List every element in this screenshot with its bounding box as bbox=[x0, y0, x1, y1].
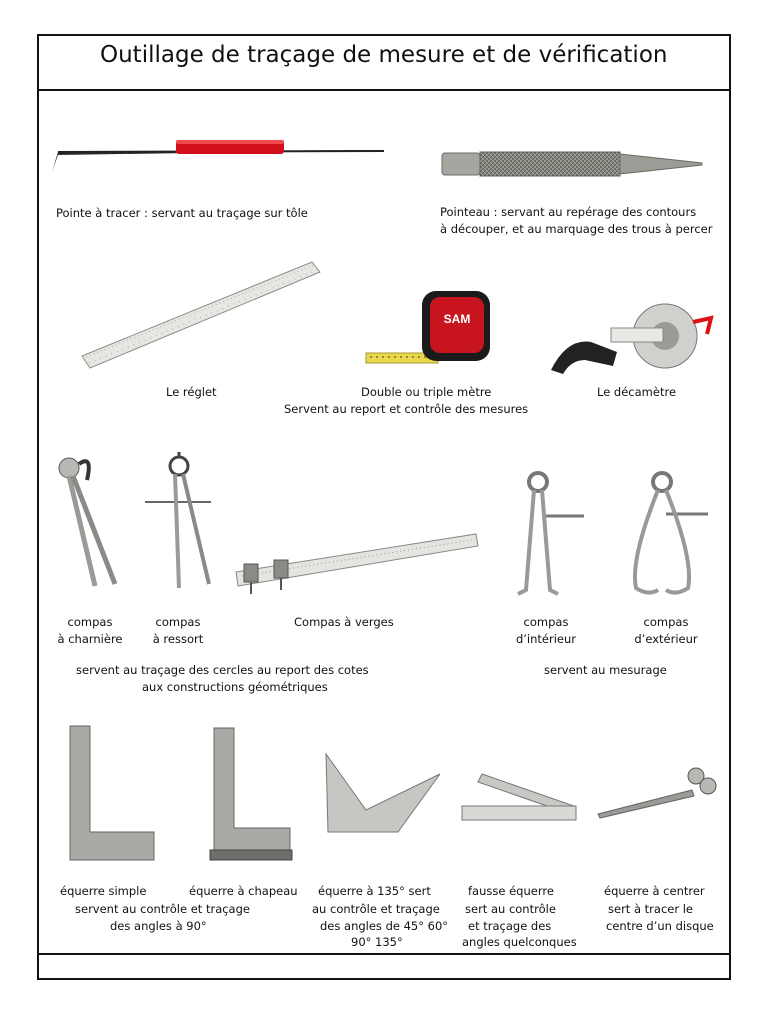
reglet-image bbox=[78, 258, 323, 376]
mesurage-caption: servent au mesurage bbox=[544, 663, 667, 677]
compas-verges-label: Compas à verges bbox=[294, 615, 394, 629]
compas-charniere-label-2: à charnière bbox=[57, 632, 123, 646]
compas-ressort-label-1: compas bbox=[155, 615, 201, 629]
compas-exterieur-label-2: d’extérieur bbox=[634, 632, 698, 646]
compas-interieur-image bbox=[506, 470, 586, 598]
tracage-usage-line1: servent au traçage des cercles au report des cotes bbox=[76, 663, 369, 677]
equerre-centrer-line2: sert à tracer le bbox=[608, 902, 693, 916]
mesures-usage-caption: Servent au report et contrôle des mesures bbox=[284, 402, 529, 416]
fausse-equerre-line1: fausse équerre bbox=[468, 884, 554, 898]
equerre-chapeau-label: équerre à chapeau bbox=[189, 884, 298, 898]
footer-divider bbox=[37, 953, 731, 955]
page-title: Outillage de traçage de mesure et de vérification bbox=[100, 42, 668, 68]
compas-ressort-label-2: à ressort bbox=[152, 632, 204, 646]
equerre-135-line1: équerre à 135° sert bbox=[318, 884, 431, 898]
equerre-135-line3: des angles de 45° 60° bbox=[320, 919, 449, 933]
decametre-label: Le décamètre bbox=[597, 385, 677, 399]
pointeau-caption-line1: Pointeau : servant au repérage des contours bbox=[440, 205, 697, 219]
pointe-caption: Pointe à tracer : servant au traçage sur tôle bbox=[56, 206, 308, 220]
compas-exterieur-label-1: compas bbox=[643, 615, 689, 629]
equerre-centrer-line1: équerre à centrer bbox=[604, 884, 705, 898]
pointeau-image bbox=[440, 148, 710, 182]
equerre-simple-image bbox=[68, 724, 158, 864]
reglet-label: Le réglet bbox=[166, 385, 217, 399]
compas-charniere-label-1: compas bbox=[67, 615, 113, 629]
metre-label: Double ou triple mètre bbox=[361, 385, 492, 399]
compas-a-verges-image bbox=[232, 528, 482, 598]
equerre-135-line2: au contrôle et traçage bbox=[312, 902, 440, 916]
title-divider bbox=[37, 89, 731, 91]
tape-brand-label: SAM bbox=[443, 312, 471, 326]
compas-interieur-label-2: d’intérieur bbox=[515, 632, 577, 646]
equerre-a-centrer-image bbox=[596, 764, 720, 820]
equerre-135-image bbox=[322, 748, 444, 840]
double-metre-image bbox=[362, 285, 494, 375]
equerres-usage-line1: servent au contrôle et traçage bbox=[75, 902, 250, 916]
compas-interieur-label-1: compas bbox=[523, 615, 569, 629]
pointe-a-tracer-image bbox=[44, 130, 389, 180]
fausse-equerre-line4: angles quelconques bbox=[462, 935, 577, 949]
fausse-equerre-line3: et traçage des bbox=[468, 919, 552, 933]
equerres-usage-line2: des angles à 90° bbox=[110, 919, 207, 933]
equerre-a-chapeau-image bbox=[208, 726, 294, 862]
equerre-centrer-line3: centre d’un disque bbox=[606, 919, 714, 933]
compas-charniere-image bbox=[55, 452, 127, 592]
fausse-equerre-line2: sert au contrôle bbox=[465, 902, 556, 916]
pointeau-caption-line2: à découper, et au marquage des trous à percer bbox=[440, 222, 713, 236]
tracage-usage-line2: aux constructions géométriques bbox=[142, 680, 328, 694]
decametre-image bbox=[545, 300, 717, 380]
compas-ressort-image bbox=[145, 452, 215, 592]
fausse-equerre-image bbox=[460, 770, 578, 824]
compas-exterieur-image bbox=[626, 470, 710, 598]
equerre-simple-label: équerre simple bbox=[60, 884, 147, 898]
equerre-135-line4: 90° 135° bbox=[351, 935, 403, 949]
